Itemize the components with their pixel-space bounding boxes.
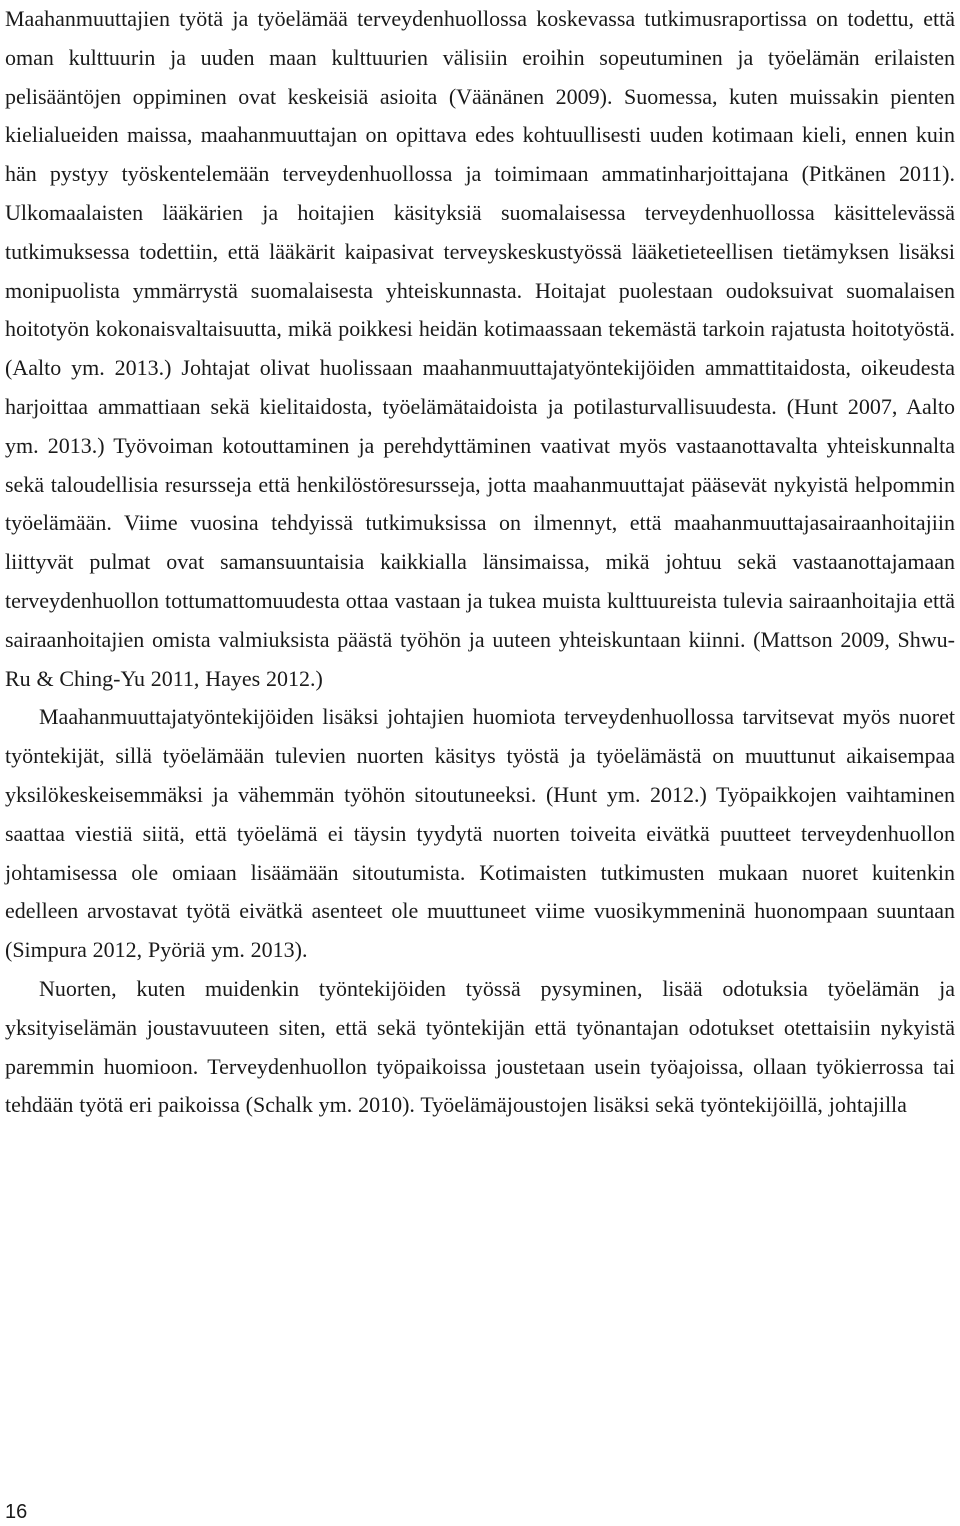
paragraph-immigrant-workers: Maahanmuuttajien työtä ja työelämää terveydenhuollossa koskevassa tutkimusraportissa on todettu, että oman kulttuurin ja uuden maan kulttuurien välisiin eroihin sopeutuminen ja työelämän erilaisten pelisääntöjen oppiminen ovat keskeisiä asioita (Väänänen 2009). Suomessa, kuten muissakin pienten kielialueiden maissa, maahanmuuttajan on opittava edes kohtuullisesti uuden kotimaan kieli, ennen kuin hän pystyy työskentelemään terveydenhuollossa ja toimimaan ammatinharjoittajana (Pitkänen 2011). Ulkomaalaisten lääkärien ja hoitajien käsityksiä suomalaisessa terveydenhuollossa käsittelevässä tutkimuksessa todettiin, että lääkärit kaipasivat terveyskeskustyössä lääketieteellisen tietämyksen lisäksi monipuolista ymmärrystä suomalaisesta yhteiskunnasta. Hoitajat puolestaan oudoksuivat suomalaisen hoitotyön kokonaisvaltaisuutta, mikä poikkesi heidän kotimaassaan tekemästä tarkoin rajatusta hoitotyöstä. (Aalto ym. 2013.) Johtajat olivat huolissaan maahanmuuttajatyöntekijöiden ammattitaidosta, oikeudesta harjoittaa ammattiaan sekä kielitaidosta, työelämätaidoista ja potilasturvallisuudesta. (Hunt 2007, Aalto ym. 2013.) Työvoiman kotouttaminen ja perehdyttäminen vaativat myös vastaanottavalta yhteiskunnalta sekä taloudellisia resursseja että henkilöstöresursseja, jotta maahanmuuttajat pääsevät nykyistä helpommin työelämään. Viime vuosina tehdyissä tutkimuksissa on ilmennyt, että maahanmuuttajasairaanhoitajiin liittyvät pulmat ovat samansuuntaisia kaikkialla länsimaissa, mikä johtuu sekä vastaanottajamaan terveydenhuollon tottumattomuudesta ottaa vastaan ja tukea muista kulttuureista tulevia sairaanhoitajia että sairaanhoitajien omista valmiuksista päästä työhön ja uuteen yhteiskuntaan kiinni. (Mattson 2009, Shwu-Ru & Ching-Yu 2011, Hayes 2012.) bbox=[5, 6, 955, 691]
paragraph-young-workers: Maahanmuuttajatyöntekijöiden lisäksi johtajien huomiota terveydenhuollossa tarvitsevat myös nuoret työntekijät, sillä työelämään tulevien nuorten käsitys työstä ja työelämästä on muuttunut aikaisempaa yksilökeskeisemmäksi ja vähemmän työhön sitoutuneeksi. (Hunt ym. 2012.) Työpaikkojen vaihtaminen saattaa viestiä siitä, että työelämä ei täysin tyydytä nuorten toiveita eivätkä puutteet terveydenhuollon johtamisessa ole omiaan lisäämään sitoutumista. Kotimaisten tutkimusten mukaan nuoret kuitenkin edelleen arvostavat työtä eivätkä asenteet ole muuttuneet viime vuosikymmeninä huonompaan suuntaan (Simpura 2012, Pyöriä ym. 2013). bbox=[5, 704, 955, 963]
body-text bbox=[5, 0, 955, 1125]
paragraph-flexibility: Nuorten, kuten muidenkin työntekijöiden työssä pysyminen, lisää odotuksia työelämän ja yksityiselämän joustavuuteen siten, että sekä työntekijän että työnantajan odotukset otettaisiin nykyistä paremmin huomioon. Terveydenhuollon työpaikoissa joustetaan usein työajoissa, ollaan työkierrossa tai tehdään työtä eri paikoissa (Schalk ym. 2010). Työelämäjoustojen lisäksi sekä työntekijöillä, johtajilla bbox=[5, 975, 955, 1118]
page-number: 16 bbox=[5, 1501, 28, 1523]
